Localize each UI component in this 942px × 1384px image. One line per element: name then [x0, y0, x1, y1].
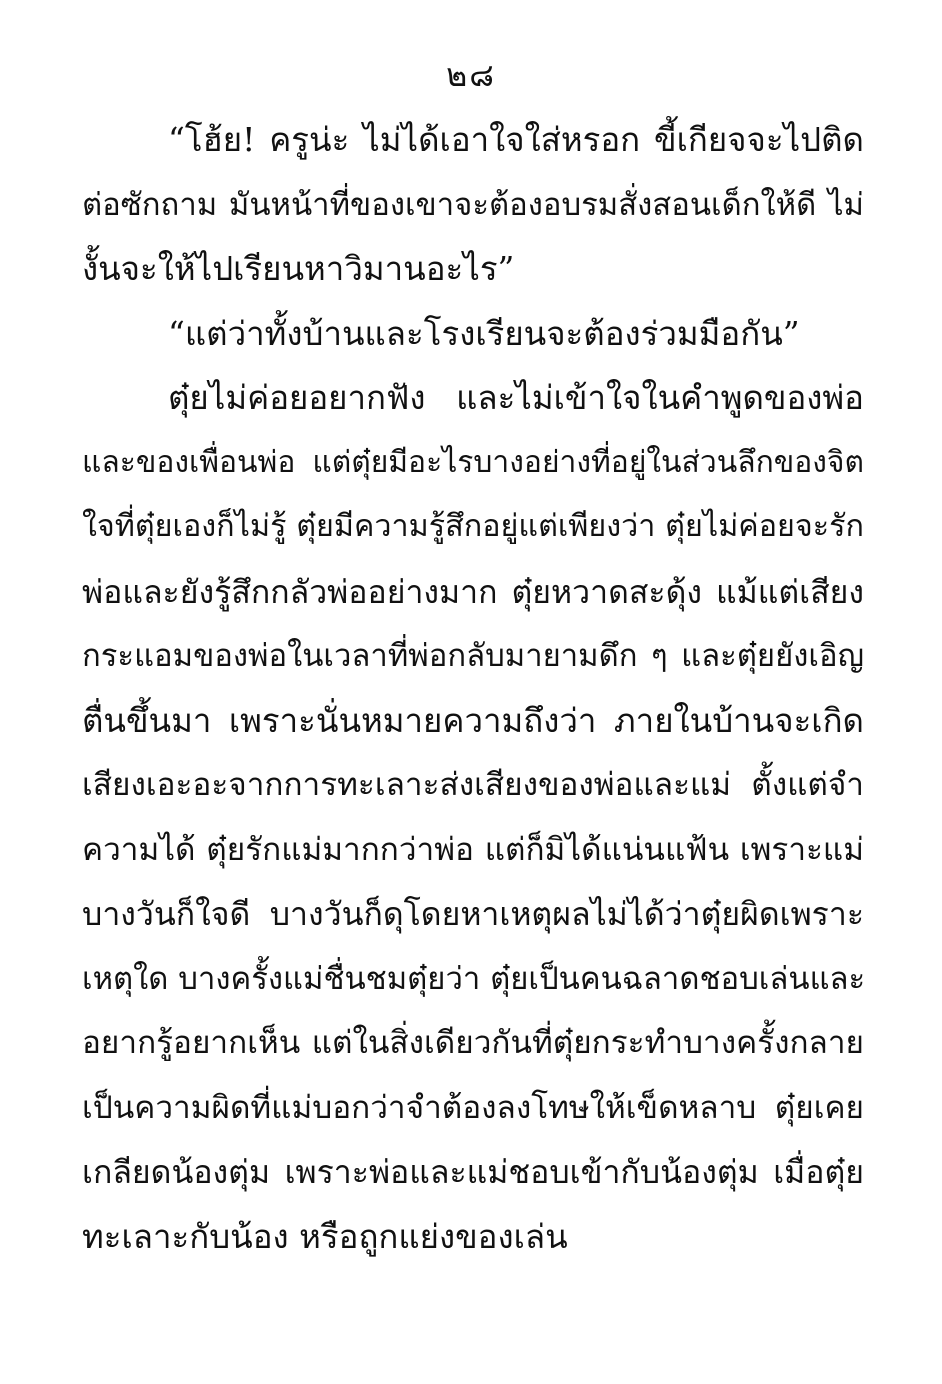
- paragraph-line: อยากรู้อยากเห็น แต่ในสิ่งเดียวกันที่ตุ๋ยกระทำบางครั้งกลาย: [82, 1025, 864, 1061]
- paragraph-line: “โฮ้ย! ครูน่ะ ไม่ได้เอาใจใส่หรอก ขี้เกียจจะไปติด: [168, 120, 864, 159]
- paragraph-line: เป็นความผิดที่แม่บอกว่าจำต้องลงโทษให้เข็ดหลาบ ตุ๋ยเคย: [82, 1089, 864, 1126]
- paragraph-line: ตื่นขึ้นมา เพราะนั่นหมายความถึงว่า ภายในบ้านจะเกิด: [82, 700, 864, 740]
- paragraph-line: พ่อและยังรู้สึกกลัวพ่ออย่างมาก ตุ๋ยหวาดสะดุ้ง แม้แต่เสียง: [82, 572, 864, 611]
- paragraph-line: “แต่ว่าทั้งบ้านและโรงเรียนจะต้องร่วมมือกัน”: [168, 313, 800, 353]
- paragraph-line: เสียงเอะอะจากการทะเลาะส่งเสียงของพ่อและแม่ ตั้งแต่จำ: [82, 767, 864, 803]
- paragraph-line: และของเพื่อนพ่อ แต่ตุ๋ยมีอะไรบางอย่างที่อยู่ในส่วนลึกของจิต: [82, 444, 864, 480]
- paragraph-line: เกลียดน้องตุ่ม เพราะพ่อและแม่ชอบเข้ากับน้องตุ่ม เมื่อตุ๋ย: [82, 1153, 864, 1191]
- paragraph-line: บางวันก็ใจดี บางวันก็ดุโดยหาเหตุผลไม่ได้ว่าตุ๋ยผิดเพราะ: [82, 895, 864, 933]
- paragraph-line: ความได้ ตุ๋ยรักแม่มากกว่าพ่อ แต่ก็มิได้แน่นแฟ้น เพราะแม่: [82, 831, 864, 868]
- page-number: ๒๘: [446, 56, 496, 94]
- body-text: [82, 108, 864, 1269]
- paragraph-line: เหตุใด บางครั้งแม่ชื่นชมตุ๋ยว่า ตุ๋ยเป็นคนฉลาดชอบเล่นและ: [82, 960, 866, 997]
- paragraph-line: กระแอมของพ่อในเวลาที่พ่อกลับมายามดึก ๆ และตุ๋ยยังเอิญ: [82, 638, 864, 674]
- paragraph-line: ตุ๋ยไม่ค่อยอยากฟัง และไม่เข้าใจในคำพูดของพ่อ: [168, 378, 864, 417]
- paragraph-line: ทะเลาะกับน้อง หรือถูกแย่งของเล่น: [82, 1216, 568, 1256]
- paragraph-line: ใจที่ตุ๋ยเองก็ไม่รู้ ตุ๋ยมีความรู้สึกอยู่แต่เพียงว่า ตุ๋ยไม่ค่อยจะรัก: [82, 509, 864, 544]
- paragraph-line: ต่อซักถาม มันหน้าที่ของเขาจะต้องอบรมสั่งสอนเด็กให้ดี ไม่: [82, 186, 864, 223]
- paragraph-line: งั้นจะให้ไปเรียนหาวิมานอะไร”: [82, 249, 515, 288]
